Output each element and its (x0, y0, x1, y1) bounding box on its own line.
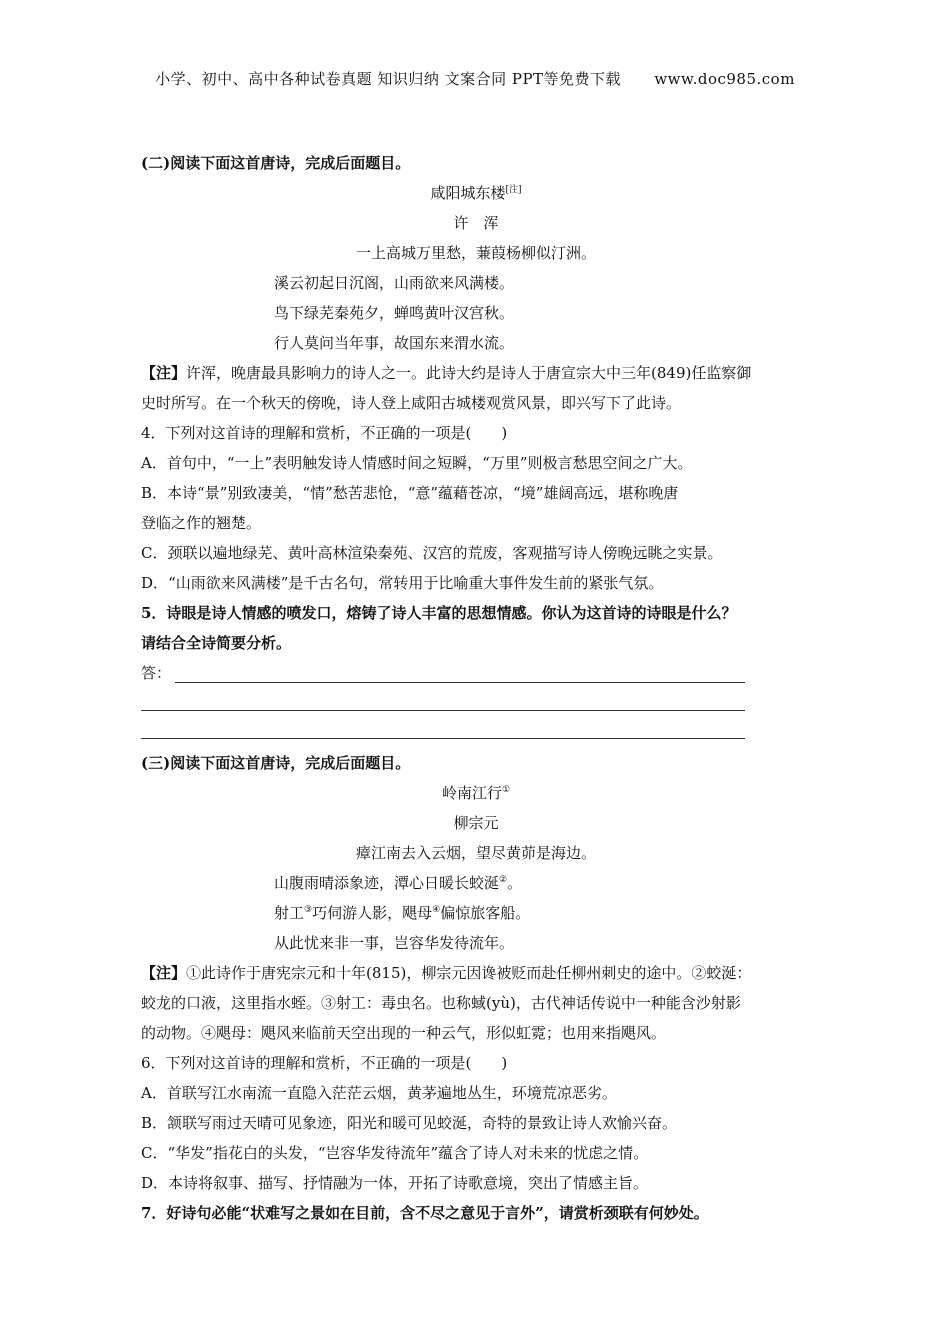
section3-heading: (三)阅读下面这首唐诗，完成后面题目。 (141, 754, 411, 772)
header-text: 小学、初中、高中各种试卷真题 知识归纳 文案合同 PPT等免费下载 (155, 70, 622, 88)
q7-stem: 7．好诗句必能“状难写之景如在目前，含不尽之意见于言外”，请赏析颈联有何妙处。 (141, 1204, 709, 1222)
q4-option-a: A．首句中，“一上”表明触发诗人情感时间之短瞬，“万里”则极言愁思空间之广大。 (141, 454, 693, 472)
section3-poem-line-2 (141, 868, 811, 898)
section2-note-line-2: 史时所写。在一个秋天的傍晚，诗人登上咸阳古城楼观赏风景，即兴写下了此诗。 (141, 394, 682, 412)
note-text: ①此诗作于唐宪宗元和十年(815)，柳宗元因谗被贬而赴任柳州刺史的途中。②蛟涎： (186, 964, 752, 982)
poem-text: 射工 (274, 904, 305, 922)
poem-title-note: ① (501, 785, 511, 795)
q5-answer-row (141, 658, 811, 688)
poem-title-text: 咸阳城东楼 (430, 184, 506, 202)
answer-label: 答： (141, 664, 172, 682)
q4-stem: 4．下列对这首诗的理解和赏析，不正确的一项是( ) (141, 424, 508, 442)
footnote-mark: ④ (432, 905, 441, 915)
q6-option-a: A．首联写江水南流一直隐入茫茫云烟，黄茅遍地丛生，环境荒凉恶劣。 (141, 1084, 617, 1102)
section3-note-line-1 (141, 958, 811, 988)
note-label: 【注】 (141, 964, 187, 982)
poem-text: 山腹雨晴添象迹，潭心日暖长蛟涎 (274, 874, 500, 892)
q4-option-c: C．颈联以遍地绿芜、黄叶高林渲染秦苑、汉宫的荒废，客观描写诗人傍晚远眺之实景。 (141, 544, 723, 562)
q5-stem-line2: 请结合全诗简要分析。 (141, 634, 292, 652)
q6-option-d: D．本诗将叙事、描写、抒情融为一体，开拓了诗歌意境，突出了情感主旨。 (141, 1174, 649, 1192)
q6-option-b: B．颔联写雨过天晴可见象迹，阳光和暖可见蛟涎，奇特的景致让诗人欢愉兴奋。 (141, 1114, 678, 1132)
poem-title-note: [注] (505, 185, 522, 195)
section2-poem-line-2: 溪云初起日沉阁，山雨欲来风满楼。 (274, 274, 515, 292)
q6-stem: 6．下列对这首诗的理解和赏析，不正确的一项是( ) (141, 1054, 508, 1072)
footnote-mark: ② (499, 875, 508, 885)
poem-text: 。 (507, 874, 523, 892)
poem-text: 巧伺游人影，飓母 (312, 904, 433, 922)
answer-line-1[interactable] (175, 682, 745, 683)
document-body (141, 148, 811, 1228)
section3-poem-line-3 (141, 898, 811, 928)
section2-heading: (二)阅读下面这首唐诗，完成后面题目。 (141, 154, 411, 172)
section3-note-line-2: 蛟龙的口液，这里指水蛭。③射工：毒虫名。也称蜮(yù)，古代神话传说中一种能含沙射影 (141, 994, 741, 1012)
q4-option-b-line2: 登临之作的翘楚。 (141, 514, 262, 532)
note-text: 许浑，晚唐最具影响力的诗人之一。此诗大约是诗人于唐宣宗大中三年(849)任监察御 (186, 364, 752, 382)
answer-line-2-row (141, 688, 811, 718)
section3-poem-title (141, 778, 811, 808)
q4-option-b-line1: B．本诗“景”别致凄美，“情”愁苦悲怆，“意”蕴藉苍凉，“境”雄阔高远，堪称晚唐 (141, 484, 679, 502)
section3-poem-line-4: 从此忧来非一事，岂容华发待流年。 (274, 934, 515, 952)
section2-poem-title (141, 178, 811, 208)
poem-text: 偏惊旅客船。 (440, 904, 531, 922)
header-url[interactable]: www.doc985.com (654, 70, 795, 88)
poem-title-text: 岭南江行 (441, 784, 502, 802)
q6-option-c: C．“华发”指花白的头发，“岂容华发待流年”蕴含了诗人对未来的忧虑之情。 (141, 1144, 649, 1162)
section2-poem-line-1: 一上高城万里愁，蒹葭杨柳似汀洲。 (355, 244, 596, 262)
section3-poem-line-1: 瘴江南去入云烟，望尽黄茆是海边。 (355, 844, 596, 862)
section2-author: 许 浑 (453, 214, 499, 232)
section3-note-line-3: 的动物。④飓母：飓风来临前天空出现的一种云气，形似虹霓；也用来指飓风。 (141, 1024, 667, 1042)
section3-author: 柳宗元 (453, 814, 499, 832)
q4-option-d: D．“山雨欲来风满楼”是千古名句，常转用于比喻重大事件发生前的紧张气氛。 (141, 574, 664, 592)
page-header (0, 68, 950, 89)
section2-poem-line-4: 行人莫问当年事，故国东来渭水流。 (274, 334, 515, 352)
q5-stem-line1: 5．诗眼是诗人情感的喷发口，熔铸了诗人丰富的思想情感。你认为这首诗的诗眼是什么？ (141, 604, 737, 622)
answer-line-3[interactable] (141, 738, 745, 739)
section2-note-line-1 (141, 358, 811, 388)
note-label: 【注】 (141, 364, 187, 382)
section2-poem-line-3: 鸟下绿芜秦苑夕，蝉鸣黄叶汉宫秋。 (274, 304, 515, 322)
answer-line-3-row (141, 718, 811, 748)
footnote-mark: ③ (304, 905, 313, 915)
answer-line-2[interactable] (141, 710, 745, 711)
